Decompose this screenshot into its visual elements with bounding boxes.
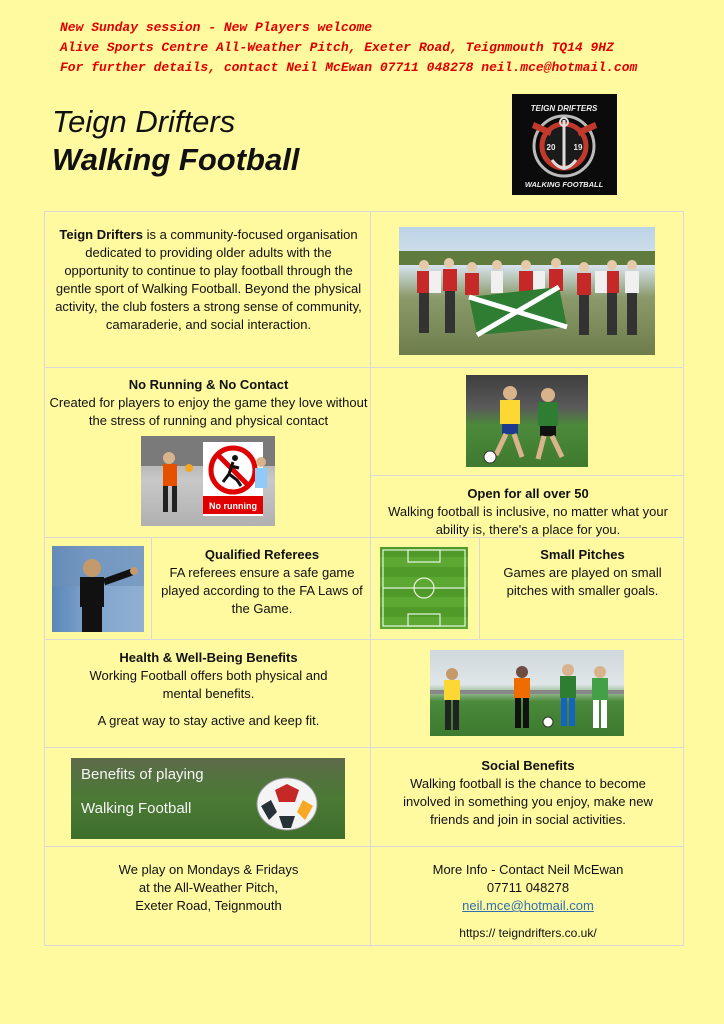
page-subtitle: Walking Football [52,142,300,177]
contact-email-wrap [379,897,677,915]
schedule-line-2: at the All-Weather Pitch, [138,880,279,895]
pitch-photo [380,547,468,629]
intro-club-name: Teign Drifters [59,227,143,242]
contact-email-link[interactable]: neil.mce@hotmail.com [462,898,594,913]
notice-line-session: New Sunday session - New Players welcome [60,20,373,35]
referees-text: FA referees ensure a safe game played according to the FA Laws of the Game. [161,565,363,616]
referees-cell [151,537,371,640]
benefits-image [71,758,345,839]
benefits-image-line-2: Walking Football [81,800,192,817]
social-cell [370,747,684,847]
no-running-title: No Running & No Contact [128,377,289,392]
match-photo [466,375,588,467]
health-title: Health & Well-Being Benefits [119,650,298,665]
schedule-line-1: We play on Mondays & Fridays [118,862,299,877]
logo-top-text: TEIGN DRIFTERS [530,104,598,113]
referee-photo-cell [44,537,152,640]
intro-body: is a community-focused organisation dedicated to providing older adults with the opportunity to continue to play football through the gentle sport of Walking Football. Beyond the physical activity, the club fosters a strong sense of community, camaraderie, and social interaction. [55,227,362,332]
referee-photo [52,546,144,632]
no-running-text: Created for players to enjoy the game they love without the stress of running and physical contact [49,395,368,428]
referees-title: Qualified Referees [204,547,320,562]
brand-heading [52,104,299,180]
page-title: Teign Drifters [52,104,236,139]
contact-website[interactable]: https:// teigndrifters.co.uk/ [459,926,597,940]
no-running-sign-label: No running [209,501,257,511]
football-icon [255,776,319,832]
health-cell [44,639,371,748]
benefits-image-cell [44,747,371,847]
contact-cell [370,846,684,946]
intro-text [55,226,362,334]
schedule-line-3: Exeter Road, Teignmouth [135,898,282,913]
players-photo-cell [370,639,684,748]
no-running-cell [44,367,371,538]
contact-line: More Info - Contact Neil McEwan [432,862,624,877]
health-text-2: A great way to stay active and keep fit. [97,713,320,728]
team-photo-cell [370,211,684,368]
benefits-image-line-1: Benefits of playing [81,766,204,783]
pitches-title: Small Pitches [540,547,625,562]
logo-left-number: 20 [546,143,556,152]
schedule-cell [44,846,371,946]
match-photo-cell [370,367,684,476]
notice-line-venue: Alive Sports Centre All-Weather Pitch, Exeter Road, Teignmouth TQ14 9HZ [60,40,614,55]
health-text: Working Football offers both physical and mental benefits. [89,668,328,701]
pitches-cell [479,537,684,640]
team-photo [399,227,655,355]
over-50-cell [370,475,684,538]
social-title: Social Benefits [481,758,575,773]
over-50-title: Open for all over 50 [467,486,589,501]
no-running-photo [141,436,275,526]
pitches-text: Games are played on small pitches with smaller goals. [503,565,662,598]
info-grid [44,211,684,946]
contact-phone: 07711 048278 [486,880,570,895]
players-photo [430,650,624,736]
logo-right-number: 19 [573,143,583,152]
pitch-photo-cell [370,537,480,640]
notice-line-contact: For further details, contact Neil McEwan 07711 048278 neil.mce@hotmail.com [60,60,638,75]
intro-cell [44,211,371,368]
club-logo [512,94,617,195]
top-notice [60,18,680,78]
social-text: Walking football is the chance to become involved in something you enjoy, make new friends and join in social activities. [403,776,653,827]
over-50-text: Walking football is inclusive, no matter what your ability is, there's a place for you. [388,504,668,537]
logo-bottom-text: WALKING FOOTBALL [524,180,604,189]
